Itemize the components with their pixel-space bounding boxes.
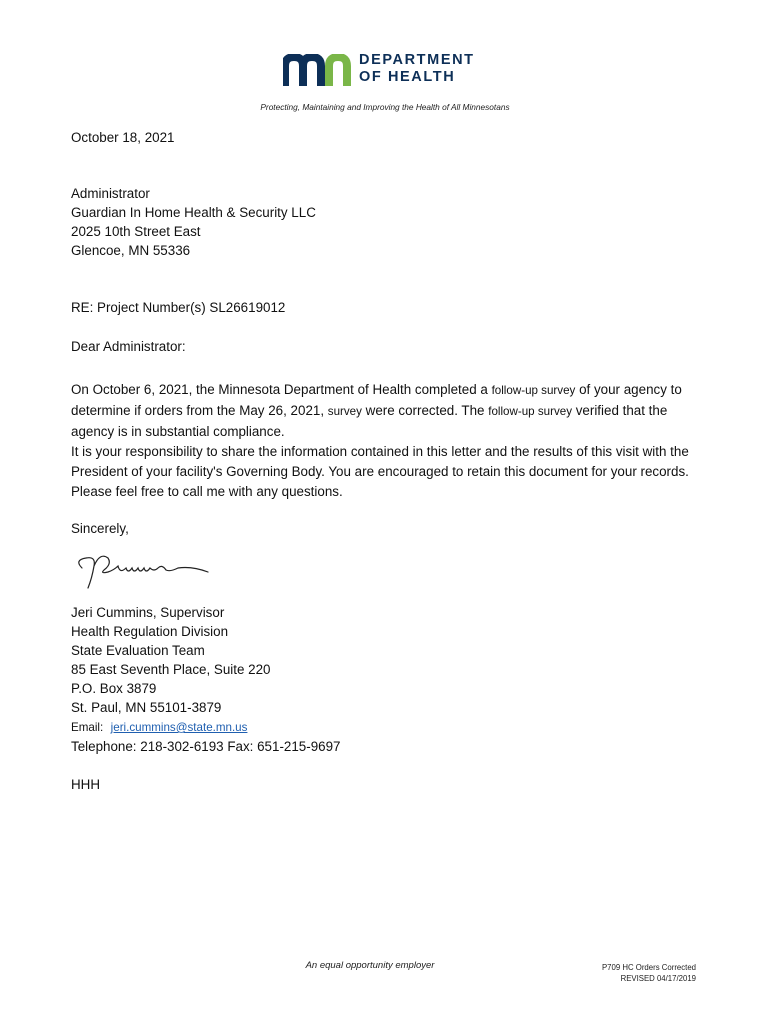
para1-text: survey [327, 405, 362, 418]
para1-text: follow-up survey [488, 405, 572, 418]
recipient-line: Guardian In Home Health & Security LLC [71, 205, 316, 220]
body-paragraph-1 [71, 380, 711, 442]
para1-text: of your agency to determine if orders from the May 26, 2021, [71, 382, 682, 418]
signature [74, 548, 214, 597]
recipient-address [71, 184, 316, 260]
closing: Sincerely, [71, 521, 129, 536]
letter-date: October 18, 2021 [71, 130, 175, 145]
signer-line: Health Regulation Division [71, 624, 229, 639]
re-line: RE: Project Number(s) SL26619012 [71, 300, 286, 315]
logo-line-of-health: OF HEALTH [359, 69, 456, 85]
logo-wordmark [359, 52, 475, 86]
footer-form-name: P709 HC Orders Corrected [601, 963, 696, 972]
tagline: Protecting, Maintaining and Improving the Health of All Minnesotans [260, 102, 510, 112]
signer-line: 85 East Seventh Place, Suite 220 [71, 662, 271, 677]
logo-line-department: DEPARTMENT [359, 52, 475, 68]
body-paragraph-2: It is your responsibility to share the information contained in this letter and the results of this visit with the President of your facility's Governing Body. You are encouraged to retain this document for your records. Please feel free to call me with any questions. [71, 444, 689, 499]
signer-line: State Evaluation Team [71, 643, 205, 658]
email-line [71, 717, 341, 737]
signer-line: St. Paul, MN 55101-3879 [71, 700, 222, 715]
footer-revised: REVISED 04/17/2019 [620, 974, 696, 983]
mdh-logo [283, 52, 493, 90]
email-link[interactable]: jeri.cummins@state.mn.us [110, 721, 248, 734]
signer-line: P.O. Box 3879 [71, 681, 157, 696]
signer-line: Jeri Cummins, Supervisor [71, 605, 225, 620]
recipient-line: Glencoe, MN 55336 [71, 243, 191, 258]
email-label: Email: [71, 721, 104, 734]
initials: HHH [71, 777, 101, 792]
salutation: Dear Administrator: [71, 339, 186, 354]
para1-text: On October 6, 2021, the Minnesota Department of Health completed a [71, 382, 492, 397]
recipient-line: 2025 10th Street East [71, 224, 201, 239]
para1-text: verified that the agency is in substantial compliance. [71, 403, 668, 439]
mn-logo-mark-icon [283, 54, 355, 88]
footer-equal-opportunity: An equal opportunity employer [305, 960, 435, 971]
footer-form-id [560, 962, 696, 984]
handwritten-signature-icon [74, 548, 214, 592]
recipient-line: Administrator [71, 186, 150, 201]
telephone-line: Telephone: 218-302-6193 Fax: 651-215-9697 [71, 739, 341, 754]
para1-text: follow-up survey [491, 384, 576, 397]
para1-text: were corrected. The [361, 403, 489, 418]
signer-block [71, 603, 341, 756]
